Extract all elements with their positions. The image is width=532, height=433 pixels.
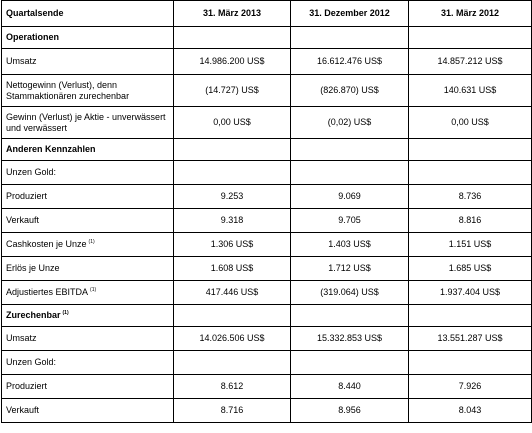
header-cell-q4-2012: 31. Dezember 2012 <box>291 1 409 27</box>
row-label <box>2 281 174 305</box>
table-row <box>2 107 532 139</box>
section-row <box>2 27 532 49</box>
row-label <box>2 327 174 351</box>
table-row <box>2 209 532 233</box>
value-cell: 1.306 US$ <box>174 233 291 257</box>
value-cell <box>174 139 291 161</box>
value-cell: 9.253 <box>174 185 291 209</box>
table-row <box>2 257 532 281</box>
value-cell <box>409 161 532 185</box>
section-row <box>2 139 532 161</box>
value-cell <box>291 161 409 185</box>
row-label <box>2 399 174 423</box>
row-label <box>2 185 174 209</box>
value-cell <box>409 305 532 327</box>
row-label-text: Operationen <box>6 32 60 42</box>
value-cell: (319.064) US$ <box>291 281 409 305</box>
row-label-text: Produziert <box>6 381 48 391</box>
value-cell <box>409 351 532 375</box>
row-label-text: Verkauft <box>6 405 40 415</box>
row-label-text: Umsatz <box>6 333 37 343</box>
footnote-marker: (1) <box>88 239 95 245</box>
value-cell <box>174 351 291 375</box>
row-label-text: Verkauft <box>6 215 40 225</box>
table-row <box>2 185 532 209</box>
value-cell: 140.631 US$ <box>409 75 532 107</box>
value-cell: 0,00 US$ <box>174 107 291 139</box>
value-cell <box>291 27 409 49</box>
footnote-marker: (1) <box>62 310 69 316</box>
table-row <box>2 49 532 75</box>
value-cell <box>409 139 532 161</box>
row-label <box>2 49 174 75</box>
row-label-text: Umsatz <box>6 56 37 66</box>
value-cell: 15.332.853 US$ <box>291 327 409 351</box>
value-cell: 1.608 US$ <box>174 257 291 281</box>
row-label-text: Cashkosten je Unze <box>6 239 87 249</box>
value-cell: 1.937.404 US$ <box>409 281 532 305</box>
row-label-text: Unzen Gold: <box>6 167 57 177</box>
table-row <box>2 375 532 399</box>
value-cell: 7.926 <box>409 375 532 399</box>
value-cell: 0,00 US$ <box>409 107 532 139</box>
table-row <box>2 75 532 107</box>
row-label-text: Anderen Kennzahlen <box>6 144 96 154</box>
value-cell: 8.956 <box>291 399 409 423</box>
row-label <box>2 209 174 233</box>
table-row <box>2 327 532 351</box>
header-row <box>2 1 532 27</box>
row-label <box>2 27 174 49</box>
row-label <box>2 375 174 399</box>
value-cell: 8.736 <box>409 185 532 209</box>
value-cell <box>291 305 409 327</box>
value-cell: 8.716 <box>174 399 291 423</box>
value-cell: 8.612 <box>174 375 291 399</box>
value-cell <box>291 351 409 375</box>
value-cell <box>291 139 409 161</box>
value-cell: 8.816 <box>409 209 532 233</box>
row-label <box>2 139 174 161</box>
value-cell: 1.403 US$ <box>291 233 409 257</box>
value-cell: (0,02) US$ <box>291 107 409 139</box>
value-cell: 14.026.506 US$ <box>174 327 291 351</box>
value-cell: 1.712 US$ <box>291 257 409 281</box>
row-label <box>2 257 174 281</box>
row-label-text: Gewinn (Verlust) je Aktie - unverwässert und verwässert <box>6 111 166 133</box>
table-body <box>2 27 532 423</box>
value-cell: (826.870) US$ <box>291 75 409 107</box>
table-row <box>2 161 532 185</box>
table-row <box>2 351 532 375</box>
header-cell-q1-2013: 31. März 2013 <box>174 1 291 27</box>
footnote-marker: (1) <box>90 287 97 293</box>
row-label <box>2 233 174 257</box>
row-label <box>2 305 174 327</box>
row-label <box>2 351 174 375</box>
value-cell <box>409 27 532 49</box>
table-row <box>2 399 532 423</box>
value-cell: 16.612.476 US$ <box>291 49 409 75</box>
row-label-text: Unzen Gold: <box>6 357 57 367</box>
quarterly-results-table <box>1 0 532 423</box>
table-row <box>2 233 532 257</box>
value-cell: 8.043 <box>409 399 532 423</box>
value-cell <box>174 27 291 49</box>
value-cell: (14.727) US$ <box>174 75 291 107</box>
row-label <box>2 107 174 139</box>
row-label-text: Adjustiertes EBITDA <box>6 287 89 297</box>
row-label-text: Nettogewinn (Verlust), denn Stammaktionären zurechenbar <box>6 79 130 101</box>
value-cell: 14.986.200 US$ <box>174 49 291 75</box>
row-label <box>2 161 174 185</box>
row-label <box>2 75 174 107</box>
header-cell-q1-2012: 31. März 2012 <box>409 1 532 27</box>
value-cell <box>174 305 291 327</box>
value-cell: 1.685 US$ <box>409 257 532 281</box>
table-row <box>2 281 532 305</box>
row-label-text: Zurechenbar <box>6 310 61 320</box>
value-cell: 13.551.287 US$ <box>409 327 532 351</box>
value-cell: 417.446 US$ <box>174 281 291 305</box>
value-cell: 9.069 <box>291 185 409 209</box>
header-cell-period: Quartalsende <box>2 1 174 27</box>
row-label-text: Erlös je Unze <box>6 263 60 273</box>
section-row <box>2 305 532 327</box>
row-label-text: Produziert <box>6 191 48 201</box>
value-cell: 1.151 US$ <box>409 233 532 257</box>
value-cell: 8.440 <box>291 375 409 399</box>
value-cell: 14.857.212 US$ <box>409 49 532 75</box>
value-cell: 9.318 <box>174 209 291 233</box>
value-cell <box>174 161 291 185</box>
value-cell: 9.705 <box>291 209 409 233</box>
